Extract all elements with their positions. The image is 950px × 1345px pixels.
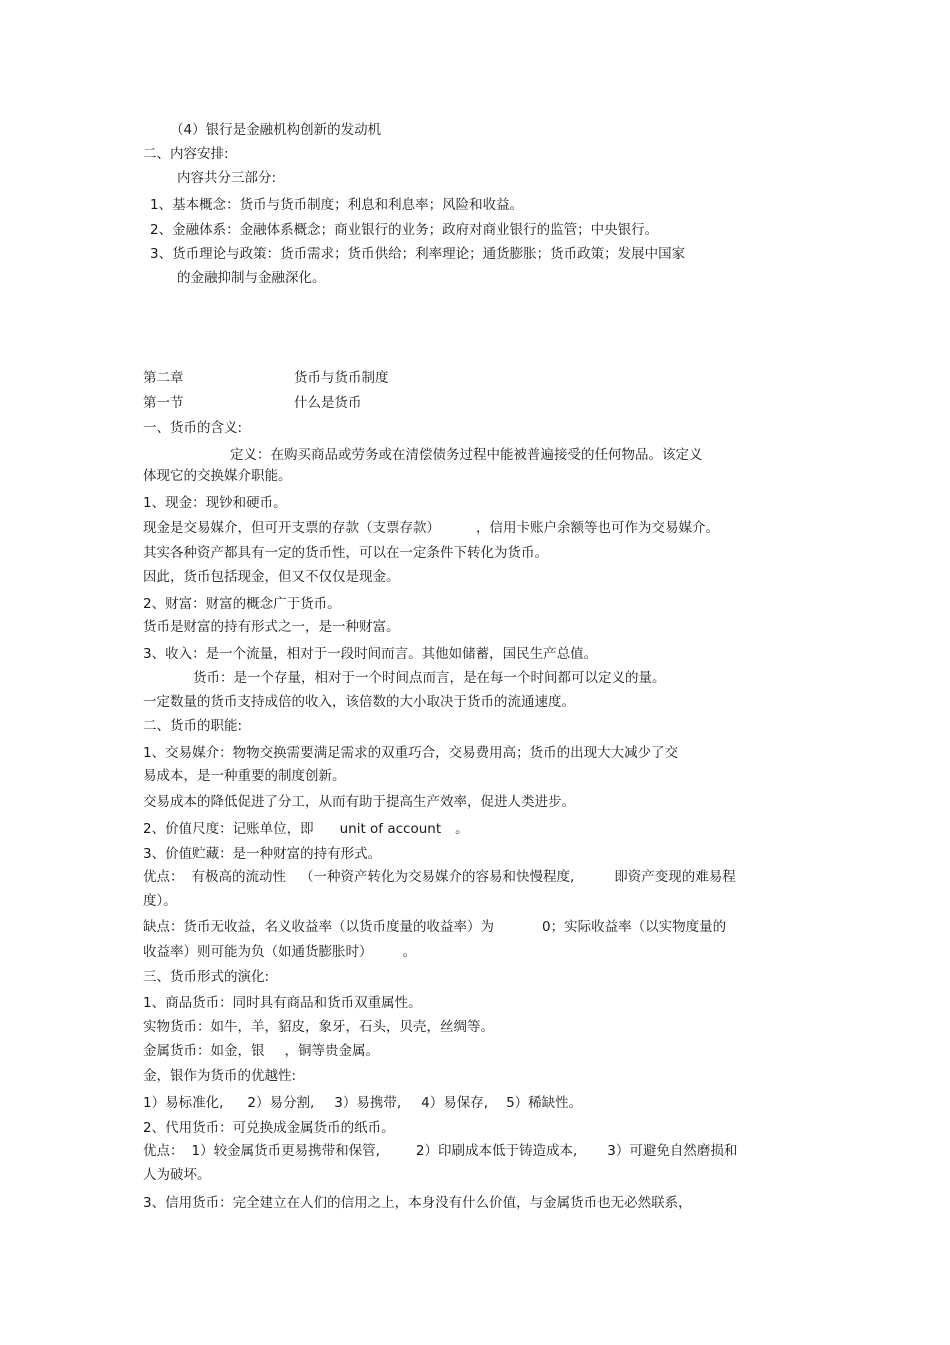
paragraph-metal-money: 金属货币：如金，银 ，铜等贵金属。: [143, 1043, 379, 1059]
item-store-of-value: 3、价值贮藏：是一种财富的持有形式。: [143, 846, 382, 862]
list-item-monetary-theory-cont: 的金融抑制与金融深化。: [177, 270, 326, 286]
item-credit-money: 3、信用货币：完全建立在人们的信用之上，本身没有什么价值，与金属货币也无必然联系，: [143, 1195, 692, 1211]
list-gold-silver-advantages: 1）易标准化, 2）易分割, 3）易携带, 4）易保存, 5）稀缺性。: [143, 1095, 583, 1111]
heading-money-forms: 三、货币形式的演化:: [143, 969, 270, 985]
paragraph-gold-silver: 金，银作为货币的优越性:: [143, 1068, 297, 1084]
item-representative-money: 2、代用货币：可兑换成金属货币的纸币。: [143, 1120, 395, 1136]
item-medium-of-exchange-cont: 易成本，是一种重要的制度创新。: [143, 768, 346, 784]
item-commodity-money: 1、商品货币：同时具有商品和货币双重属性。: [143, 995, 422, 1011]
paragraph-money-stock: 货币：是一个存量，相对于一个时间点而言，是在每一个时间都可以定义的量。: [193, 670, 666, 686]
paragraph-asset-moneyness: 其实各种资产都具有一定的货币性，可以在一定条件下转化为货币。: [143, 545, 548, 561]
paragraph-rep-money-advantages-cont: 人为破坏。: [143, 1167, 211, 1183]
list-item-monetary-theory: 3、货币理论与政策：货币需求；货币供给；利率理论；通货膨胀；货币政策；发展中国家: [150, 246, 686, 262]
paragraph-disadvantages: 缺点：货币无收益，名义收益率（以货币度量的收益率）为 0；实际收益率（以实物度量的: [143, 919, 727, 935]
paragraph-definition-cont: 体现它的交换媒介职能。: [143, 468, 292, 484]
paragraph-cash-media: 现金是交易媒介，但可开支票的存款（支票存款） ，信用卡账户余额等也可作为交易媒介。: [143, 520, 719, 536]
section-title: 什么是货币: [294, 395, 362, 411]
heading-money-functions: 二、货币的职能:: [143, 718, 243, 734]
paragraph-disadvantages-cont: 收益率）则可能为负（如通货膨胀时） 。: [143, 944, 416, 960]
list-item-financial-system: 2、金融体系：金融体系概念；商业银行的业务；政府对商业银行的监管；中央银行。: [150, 222, 659, 238]
heading-content-arrangement: 二、内容安排:: [143, 146, 229, 162]
list-item-basic-concepts: 1、基本概念：货币与货币制度；利息和利息率；风险和收益。: [150, 197, 524, 213]
paragraph-money-includes-cash: 因此，货币包括现金，但又不仅仅是现金。: [143, 569, 400, 585]
item-wealth: 2、财富：财富的概念广于货币。: [143, 596, 341, 612]
paragraph-advantages-cont: 度）。: [143, 893, 177, 909]
item-income: 3、收入：是一个流量，相对于一段时间而言。其他如储蓄，国民生产总值。: [143, 646, 598, 662]
item-unit-of-account: 2、价值尺度：记账单位，即 unit of account 。: [143, 821, 469, 837]
chapter-label: 第二章: [143, 370, 184, 386]
paragraph-rep-money-advantages: 优点： 1）较金属货币更易携带和保管, 2）印刷成本低于铸造成本, 3）可避免自然磨损和: [143, 1143, 738, 1159]
paragraph-definition: 定义：在购买商品或劳务或在清偿债务过程中能被普遍接受的任何物品。该定义: [230, 447, 703, 463]
paragraph-bank-engine: （4）银行是金融机构创新的发动机: [170, 122, 382, 138]
paragraph-velocity: 一定数量的货币支持成倍的收入，该倍数的大小取决于货币的流通速度。: [143, 694, 575, 710]
section-label: 第一节: [143, 395, 184, 411]
paragraph-physical-money: 实物货币：如牛，羊，貂皮，象牙，石头，贝壳，丝绸等。: [143, 1019, 494, 1035]
paragraph-three-parts: 内容共分三部分:: [177, 170, 277, 186]
paragraph-transaction-cost: 交易成本的降低促进了分工，从而有助于提高生产效率，促进人类进步。: [143, 794, 575, 810]
item-medium-of-exchange: 1、交易媒介：物物交换需要满足需求的双重巧合，交易费用高；货币的出现大大减少了交: [143, 745, 679, 761]
chapter-title: 货币与货币制度: [294, 370, 389, 386]
paragraph-wealth: 货币是财富的持有形式之一，是一种财富。: [143, 619, 400, 635]
paragraph-advantages: 优点： 有极高的流动性 （一种资产转化为交易媒介的容易和快慢程度, 即资产变现的难易程: [143, 869, 736, 885]
heading-money-meaning: 一、货币的含义:: [143, 420, 243, 436]
item-cash: 1、现金：现钞和硬币。: [143, 495, 287, 511]
